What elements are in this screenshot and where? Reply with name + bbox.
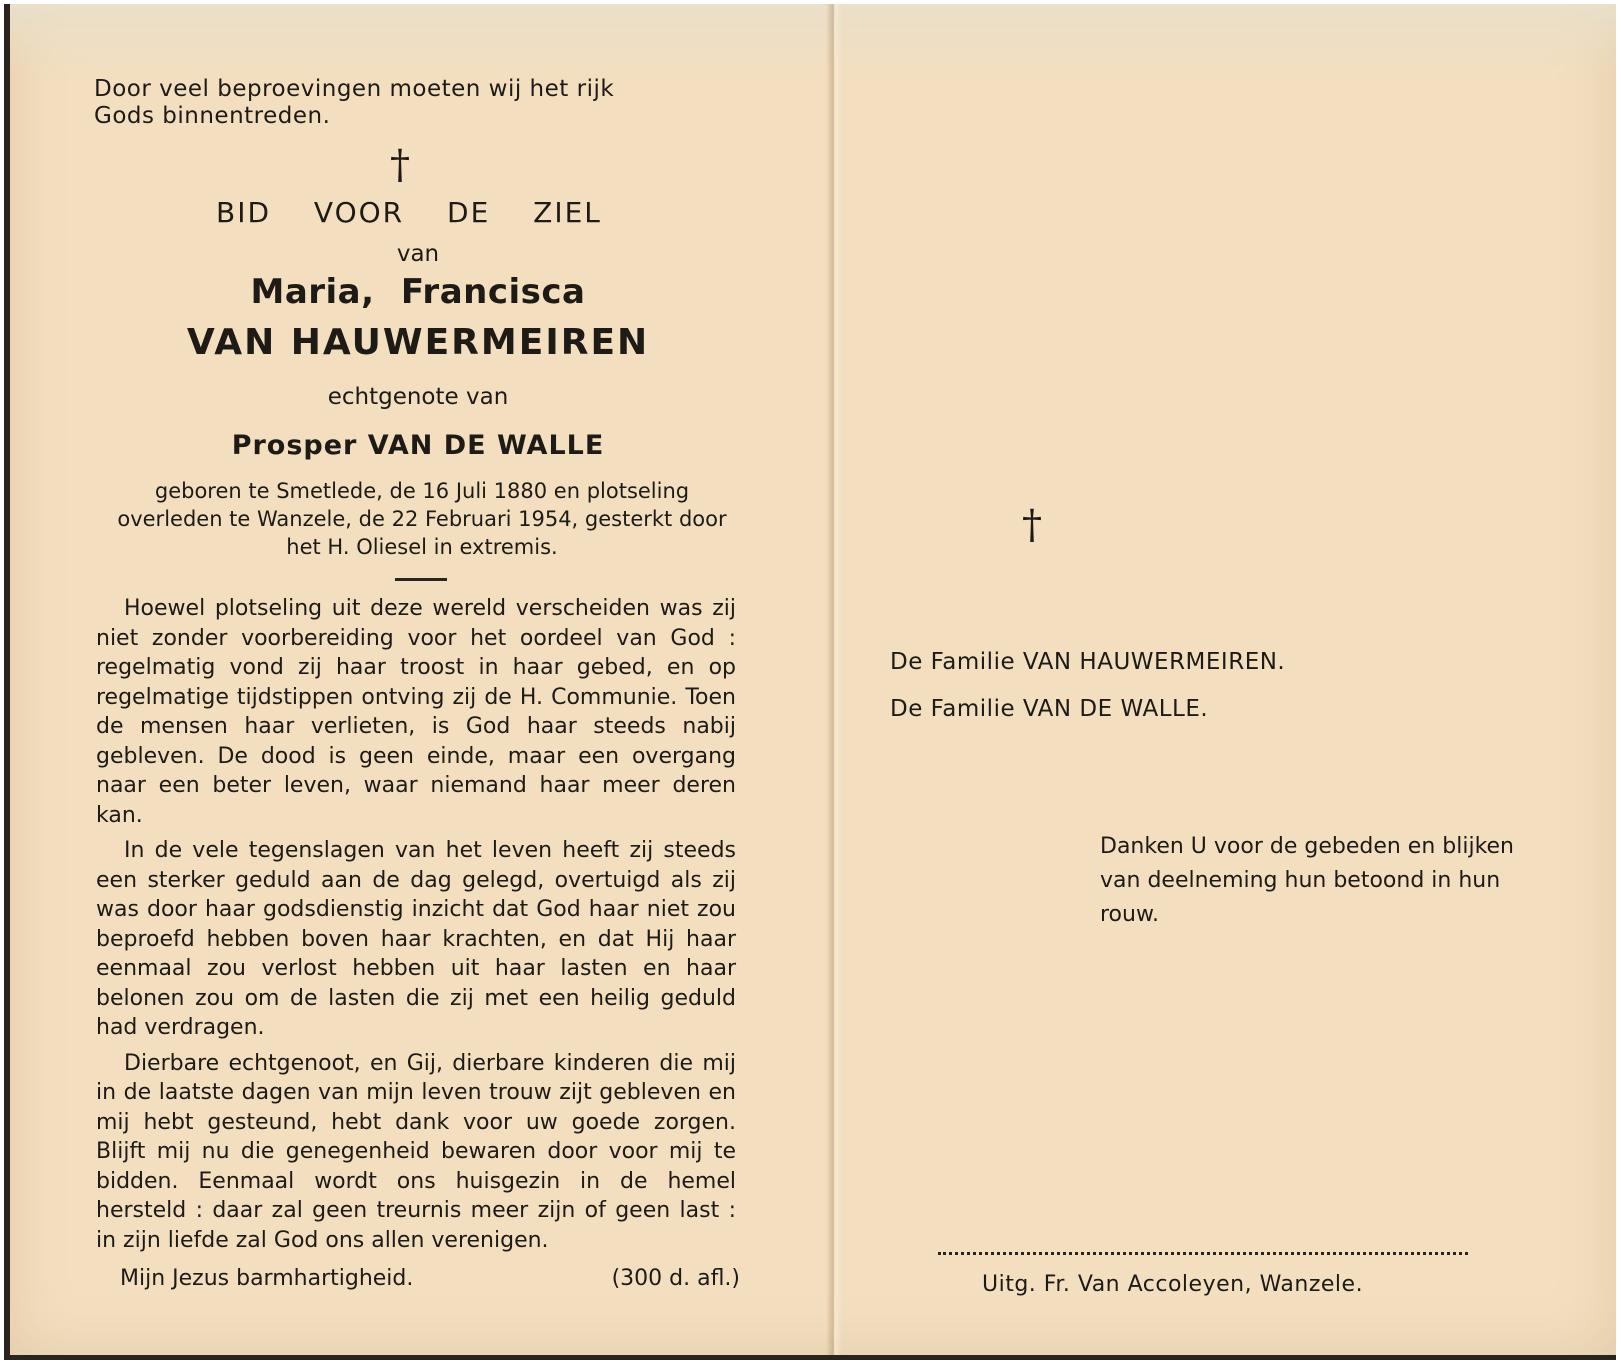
thanks-text: Danken U voor de gebeden en blijken van deelneming hun betoond in hun rouw. xyxy=(1100,834,1515,927)
spouse-name: Prosper VAN DE WALLE xyxy=(231,430,605,461)
deceased-given-names: Maria, Francisca xyxy=(250,272,586,312)
center-fold xyxy=(826,4,842,1355)
left-panel xyxy=(10,4,826,1355)
right-panel xyxy=(842,4,1616,1355)
closing-prayer: Mijn Jezus barmhartigheid. xyxy=(120,1266,414,1291)
spouse-label: echtgenote van xyxy=(327,384,509,410)
prayer-heading: BID VOOR DE ZIEL xyxy=(216,196,602,229)
cross-icon: † xyxy=(1022,502,1042,548)
printer-credit: Uitg. Fr. Van Accoleyen, Wanzele. xyxy=(982,1272,1364,1297)
motto-line-2: Gods binnentreden. xyxy=(94,103,331,129)
birth-death-dates: geboren te Smetlede, de 16 Juli 1880 en plotseling overleden te Wanzele, de 22 Februari 1954, gesterkt door het H. Oliesel in extremis. xyxy=(117,479,727,559)
dotted-rule xyxy=(938,1252,1468,1255)
memorial-text xyxy=(96,594,736,1261)
motto xyxy=(94,76,614,130)
divider-rule xyxy=(395,578,447,581)
family-line-1: De Familie VAN HAUWERMEIREN. xyxy=(890,649,1286,675)
family-line-2: De Familie VAN DE WALLE. xyxy=(890,696,1209,722)
motto-line-1: Door veel beproevingen moeten wij het rijk xyxy=(94,76,615,102)
cross-icon: † xyxy=(390,142,410,188)
paragraph-1: Hoewel plotseling uit deze wereld verscheiden was zij niet zonder voorbereiding voor het oordeel van God : regelmatig vond zij haar troost in haar gebed, en op regelmatige tijdstippen ontving zij de H. Communie. Toen de mensen haar verlieten, is God haar steeds nabij gebleven. De dood is geen einde, maar een overgang naar een beter leven, waar niemand haar meer deren kan. xyxy=(96,596,736,828)
deceased-surname: VAN HAUWERMEIREN xyxy=(186,322,650,363)
van-label: van xyxy=(396,241,440,267)
paragraph-3: Dierbare echtgenoot, en Gij, dierbare kinderen die mij in de laatste dagen van mijn leven trouw zijt gebleven en mij hebt gesteund, hebt dank voor uw goede zorgen. Blijft mij nu die genegenheid bewaren door voor mij te bidden. Eenmaal wordt ons huisgezin in de hemel hersteld : daar zal geen treurnis meer zijn of geen last : in zijn liefde zal God ons allen verenigen. xyxy=(96,1050,736,1253)
indulgence-note: (300 d. afl.) xyxy=(611,1266,740,1291)
closing-line xyxy=(120,1266,740,1291)
memorial-card xyxy=(4,4,1616,1360)
paragraph-2: In de vele tegenslagen van het leven heeft zij steeds een sterker geduld aan de dag gelegd, overtuigd als zij was door haar godsdienstig inzicht dat God haar niet zou beproefd hebben boven haar krachten, en dat Hij haar eenmaal zou verlost hebben uit haar lasten en haar belonen zou om de lasten die zij met een heilig geduld had verdragen. xyxy=(96,838,736,1040)
